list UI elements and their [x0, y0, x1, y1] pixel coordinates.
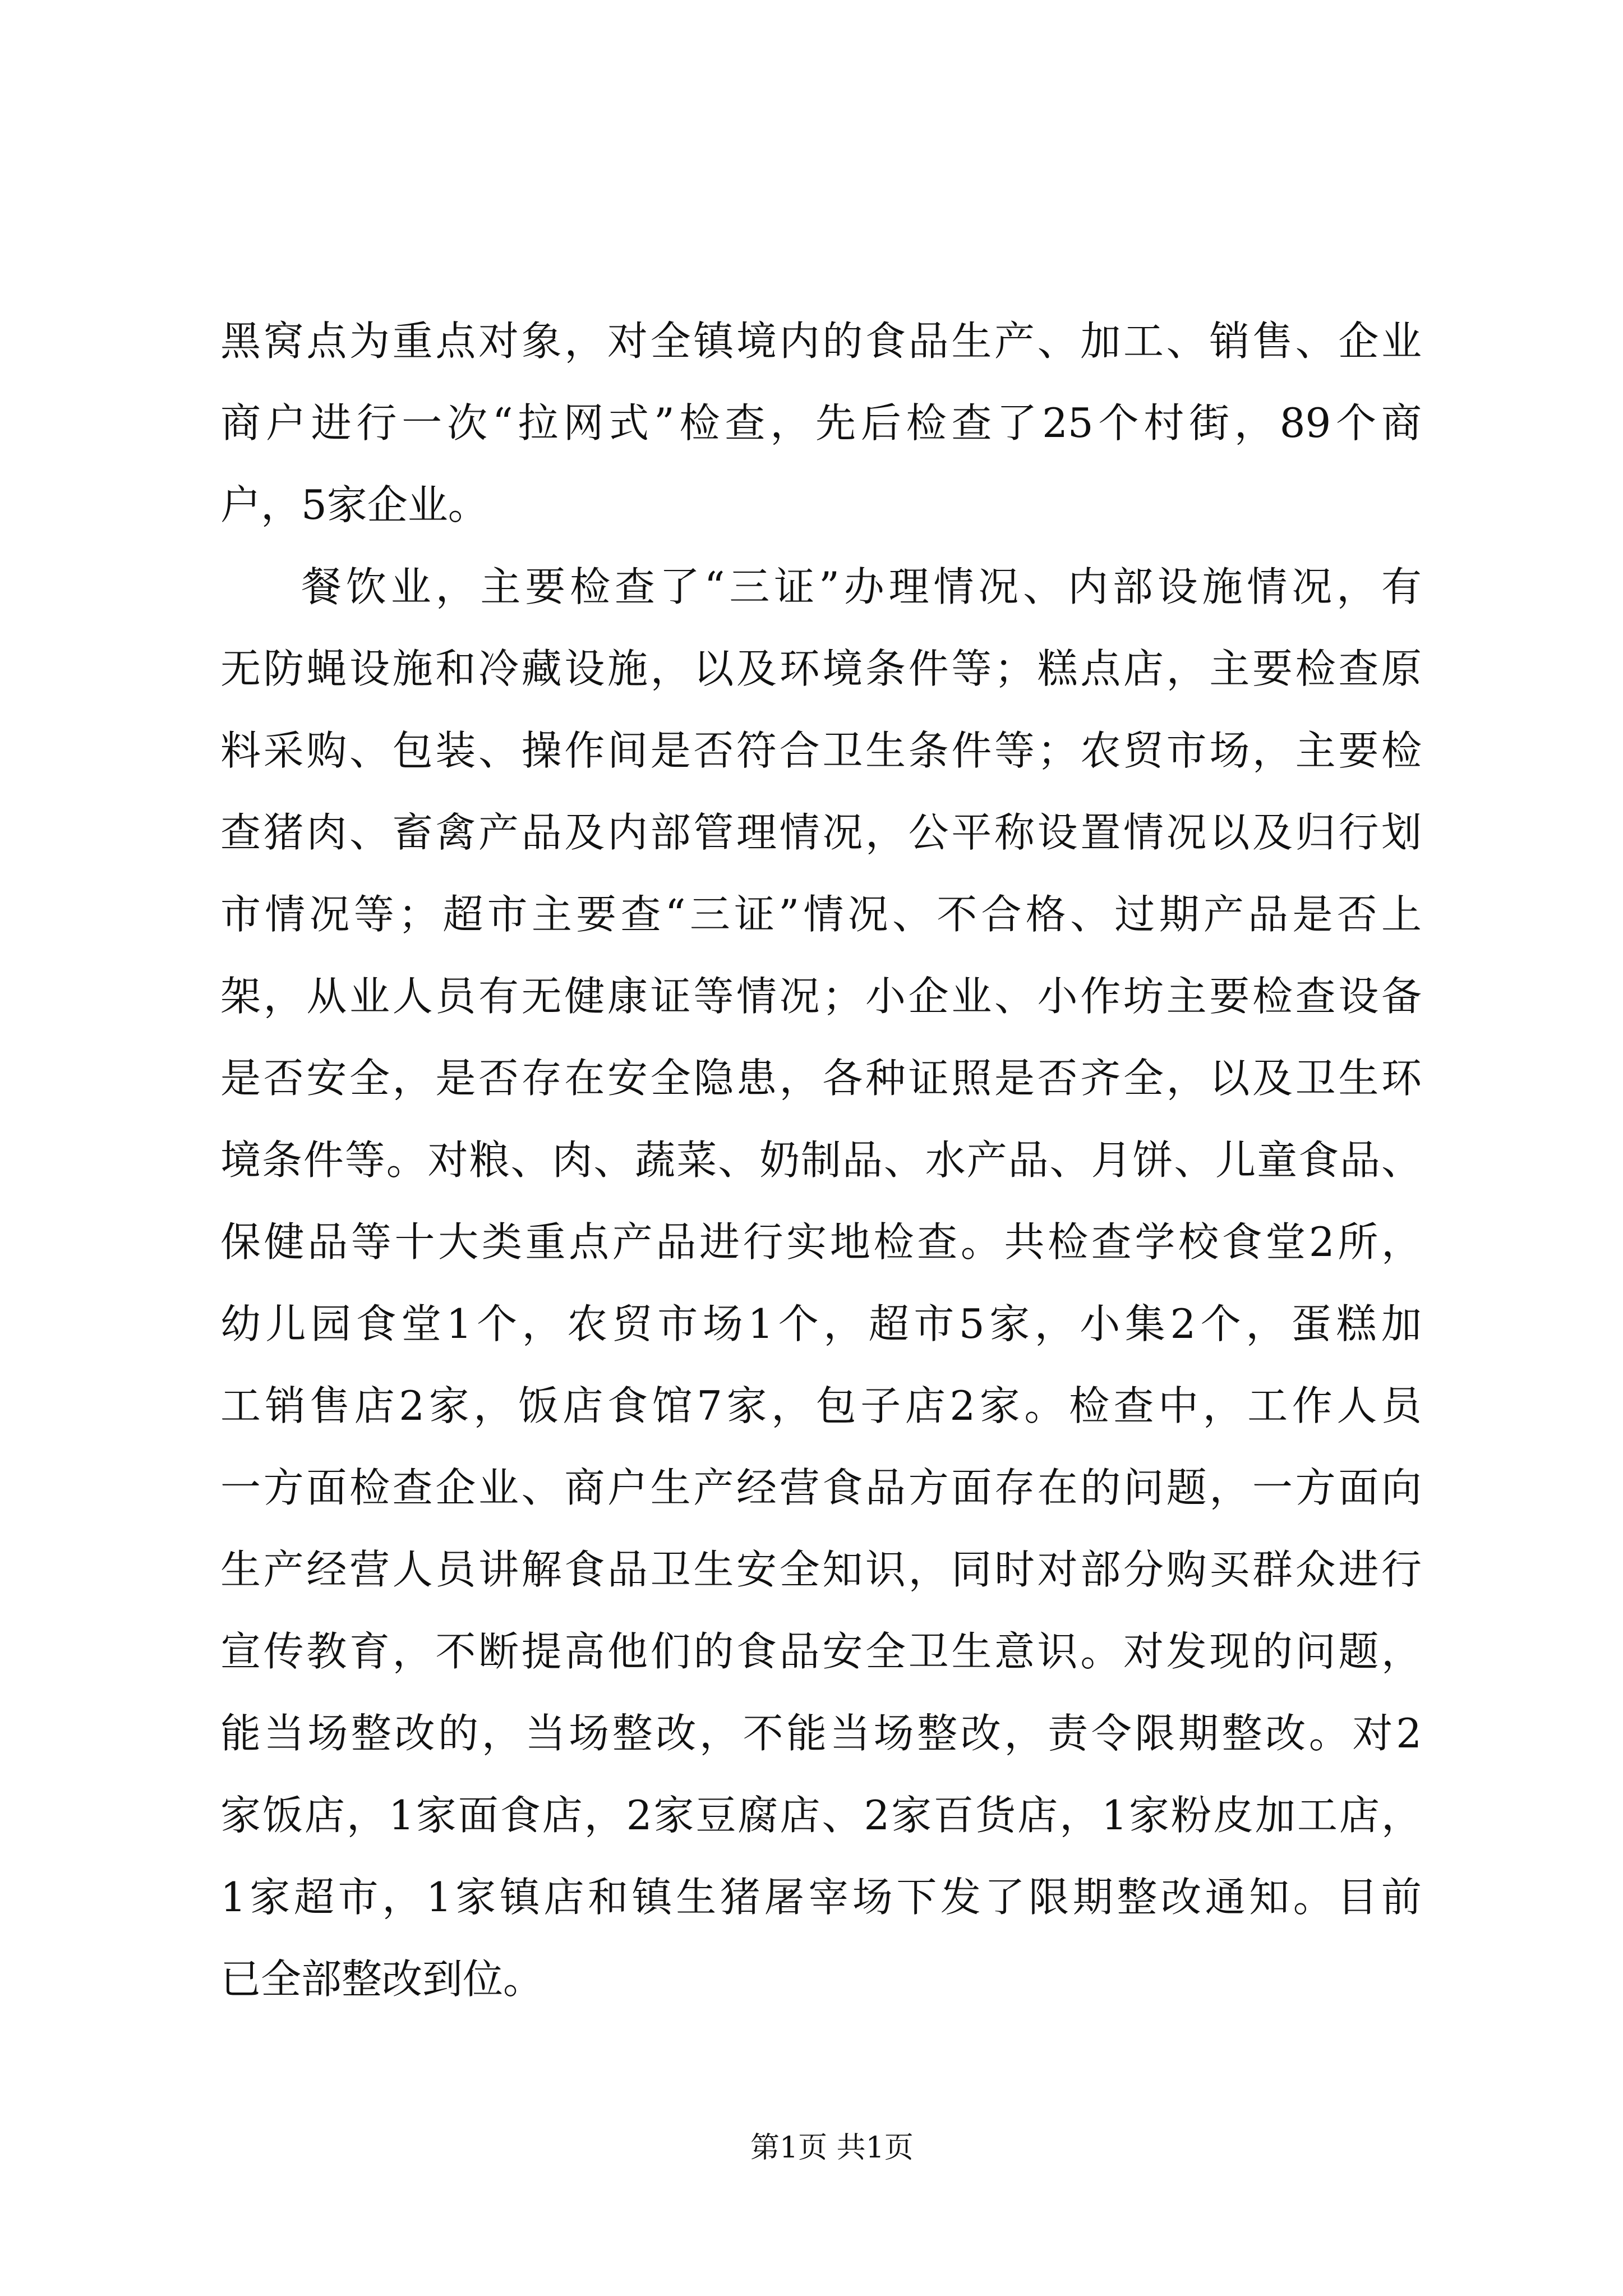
text-line: 架，从业人员有无健康证等情况；小企业、小作坊主要检查设备 — [220, 973, 1422, 1020]
text-line: 餐饮业，主要检查了“三证”办理情况、内部设施情况，有 — [301, 563, 1422, 610]
document-body — [220, 300, 1422, 2020]
text-line: 是否安全，是否存在安全隐患，各种证照是否齐全，以及卫生环 — [220, 1055, 1422, 1102]
text-line: 境条件等。对粮、肉、蔬菜、奶制品、水产品、月饼、儿童食品、 — [220, 1137, 1422, 1184]
text-line: 商户进行一次“拉网式”检查，先后检查了25个村街，89个商 — [220, 399, 1422, 447]
text-line: 宣传教育，不断提高他们的食品安全卫生意识。对发现的问题， — [220, 1628, 1422, 1675]
text-line: 户，5家企业。 — [220, 481, 488, 528]
text-line: 能当场整改的，当场整改，不能当场整改，责令限期整改。对2 — [220, 1710, 1422, 1757]
paragraph-2 — [220, 546, 1422, 2020]
text-line: 无防蝇设施和冷藏设施，以及环境条件等；糕点店，主要检查原 — [220, 645, 1422, 692]
page-number-footer: 第1页 共1页 — [750, 2131, 914, 2165]
text-line: 市情况等；超市主要查“三证”情况、不合格、过期产品是否上 — [220, 891, 1422, 938]
text-line: 保健品等十大类重点产品进行实地检查。共检查学校食堂2所， — [220, 1218, 1422, 1266]
paragraph-1 — [220, 300, 1422, 546]
text-line: 1家超市，1家镇店和镇生猪屠宰场下发了限期整改通知。目前 — [220, 1874, 1422, 1921]
text-line: 黑窝点为重点对象，对全镇境内的食品生产、加工、销售、企业 — [220, 318, 1422, 365]
text-line: 工销售店2家，饭店食馆7家，包子店2家。检查中，工作人员 — [220, 1382, 1422, 1429]
text-line: 查猪肉、畜禽产品及内部管理情况，公平称设置情况以及归行划 — [220, 809, 1422, 856]
text-line: 幼儿园食堂1个，农贸市场1个，超市5家，小集2个，蛋糕加 — [220, 1300, 1422, 1347]
text-line: 已全部整改到位。 — [220, 1955, 544, 2003]
text-line: 一方面检查企业、商户生产经营食品方面存在的问题，一方面向 — [220, 1464, 1422, 1511]
text-line: 家饭店，1家面食店，2家豆腐店、2家百货店，1家粉皮加工店， — [220, 1792, 1422, 1839]
text-line: 料采购、包装、操作间是否符合卫生条件等；农贸市场，主要检 — [220, 727, 1422, 774]
text-line: 生产经营人员讲解食品卫生安全知识，同时对部分购买群众进行 — [220, 1546, 1422, 1593]
